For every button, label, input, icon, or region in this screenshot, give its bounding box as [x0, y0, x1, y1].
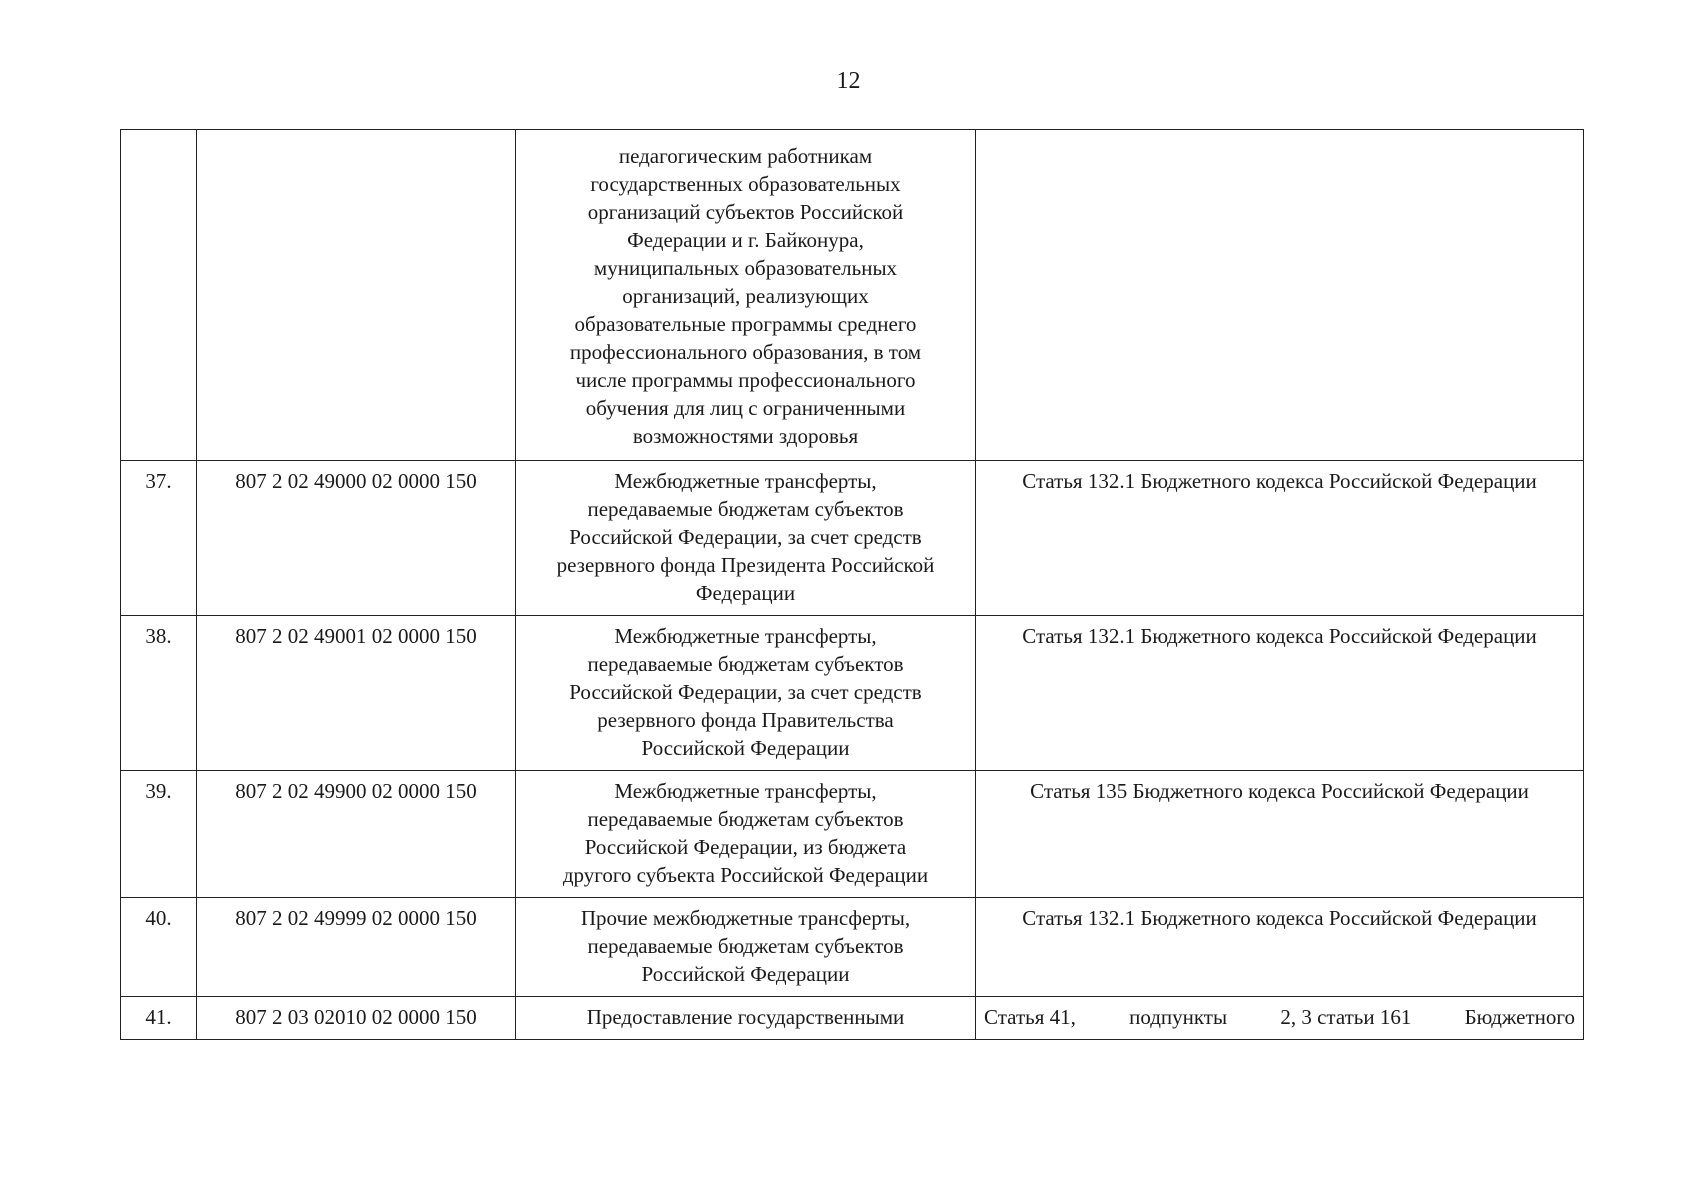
description-line: Федерации	[695, 581, 796, 605]
description-line: профессионального образования, в том	[569, 340, 922, 364]
basis-part: подпункты	[1129, 1005, 1228, 1029]
description-line: Межбюджетные трансферты,	[614, 469, 877, 493]
legal-basis-cell	[976, 997, 1584, 1040]
code-cell	[197, 130, 516, 461]
description-line: государственных образовательных	[590, 172, 901, 196]
table-row	[121, 771, 1584, 898]
description-cell	[516, 461, 976, 616]
description-line: передаваемые бюджетам субъектов	[587, 934, 904, 958]
row-number-cell: 41.	[121, 997, 197, 1040]
basis-part: 2, 3 статьи 161	[1280, 1005, 1412, 1029]
basis-part: Бюджетного	[1464, 1005, 1575, 1029]
description-cell	[516, 616, 976, 771]
description-line: Федерации и г. Байконура,	[627, 228, 864, 252]
description-cell	[516, 898, 976, 997]
legal-basis-cell: Статья 132.1 Бюджетного кодекса Российской Федерации	[976, 898, 1584, 997]
description-line: числе программы профессионального	[575, 368, 916, 392]
table-row	[121, 898, 1584, 997]
legal-basis-cell: Статья 132.1 Бюджетного кодекса Российской Федерации	[976, 461, 1584, 616]
row-number-cell: 40.	[121, 898, 197, 997]
description-line: педагогическим работникам	[618, 144, 873, 168]
description-line: Российской Федерации	[641, 962, 850, 986]
description-line: возможностями здоровья	[632, 424, 859, 448]
basis-part: Статья 41,	[984, 1005, 1076, 1029]
legal-basis-cell: Статья 135 Бюджетного кодекса Российской Федерации	[976, 771, 1584, 898]
legal-basis-cell: Статья 132.1 Бюджетного кодекса Российской Федерации	[976, 616, 1584, 771]
description-line: другого субъекта Российской Федерации	[562, 863, 929, 887]
legal-basis-cell	[976, 130, 1584, 461]
row-number-cell: 39.	[121, 771, 197, 898]
row-number-cell	[121, 130, 197, 461]
description-cell	[516, 997, 976, 1040]
description-line: организаций субъектов Российской	[587, 200, 904, 224]
code-cell: 807 2 02 49900 02 0000 150	[197, 771, 516, 898]
description-line: Российской Федерации, за счет средств	[569, 525, 922, 549]
description-line: резервного фонда Президента Российской	[556, 553, 935, 577]
code-cell: 807 2 02 49000 02 0000 150	[197, 461, 516, 616]
description-line: передаваемые бюджетам субъектов	[587, 497, 904, 521]
description-line: Межбюджетные трансферты,	[614, 779, 877, 803]
description-line: Российской Федерации	[641, 736, 850, 760]
description-line: организаций, реализующих	[622, 284, 869, 308]
code-cell: 807 2 03 02010 02 0000 150	[197, 997, 516, 1040]
description-line: передаваемые бюджетам субъектов	[587, 807, 904, 831]
table-row	[121, 130, 1584, 461]
description-line: Российской Федерации, за счет средств	[569, 680, 922, 704]
row-number-cell: 37.	[121, 461, 197, 616]
table-row	[121, 616, 1584, 771]
table-row	[121, 461, 1584, 616]
description-line: передаваемые бюджетам субъектов	[587, 652, 904, 676]
description-cell	[516, 771, 976, 898]
description-line: Российской Федерации, из бюджета	[584, 835, 907, 859]
description-line: обучения для лиц с ограниченными	[585, 396, 906, 420]
row-number-cell: 38.	[121, 616, 197, 771]
code-cell: 807 2 02 49001 02 0000 150	[197, 616, 516, 771]
description-line: Межбюджетные трансферты,	[614, 624, 877, 648]
justified-basis-line	[984, 1003, 1575, 1031]
table-row	[121, 997, 1584, 1040]
description-line: Предоставление государственными	[586, 1005, 905, 1029]
description-line: резервного фонда Правительства	[597, 708, 894, 732]
description-line: муниципальных образовательных	[593, 256, 898, 280]
page-number: 12	[836, 68, 861, 94]
description-line: образовательные программы среднего	[574, 312, 917, 336]
code-cell: 807 2 02 49999 02 0000 150	[197, 898, 516, 997]
description-cell	[516, 130, 976, 461]
description-line: Прочие межбюджетные трансферты,	[580, 906, 911, 930]
revenue-codes-table	[120, 129, 1584, 1040]
